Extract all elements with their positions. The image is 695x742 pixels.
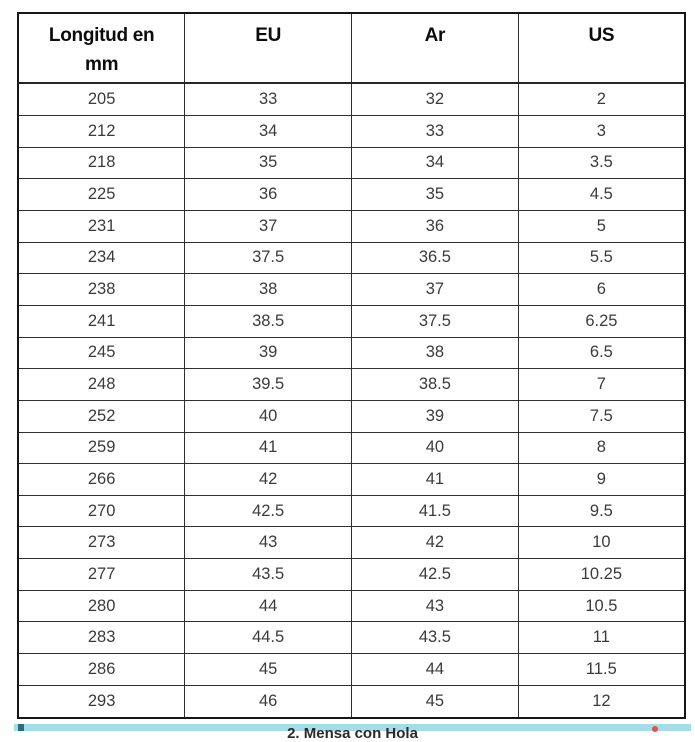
col-header-ar	[352, 13, 519, 83]
table-cell: 266	[18, 464, 185, 496]
table-cell: 33	[352, 115, 519, 147]
table-cell: 41.5	[352, 495, 519, 527]
table-cell: 10.25	[518, 559, 685, 591]
col-header-ar-label: Ar	[424, 25, 446, 46]
table-cell: 3	[518, 115, 685, 147]
table-cell: 33	[185, 83, 352, 115]
table-cell: 45	[352, 685, 519, 718]
table-cell: 46	[185, 685, 352, 718]
table-row	[18, 464, 685, 496]
table-cell: 241	[18, 305, 185, 337]
table-cell: 44	[352, 654, 519, 686]
table-cell: 212	[18, 115, 185, 147]
table-cell: 293	[18, 685, 185, 718]
next-section-strip[interactable]	[14, 724, 691, 742]
table-header-row	[18, 13, 685, 83]
table-cell: 248	[18, 369, 185, 401]
table-cell: 5.5	[518, 242, 685, 274]
table-cell: 283	[18, 622, 185, 654]
table-cell: 41	[185, 432, 352, 464]
table-cell: 42.5	[185, 495, 352, 527]
notification-dot-icon	[652, 726, 658, 732]
table-cell: 38.5	[352, 369, 519, 401]
table-cell: 44.5	[185, 622, 352, 654]
table-cell: 43.5	[352, 622, 519, 654]
table-cell: 37	[352, 274, 519, 306]
table-cell: 40	[352, 432, 519, 464]
table-cell: 43.5	[185, 559, 352, 591]
table-cell: 6.25	[518, 305, 685, 337]
table-row	[18, 242, 685, 274]
strip-accent-square	[18, 724, 24, 731]
table-cell: 252	[18, 400, 185, 432]
table-cell: 36	[185, 179, 352, 211]
table-row	[18, 83, 685, 115]
table-row	[18, 305, 685, 337]
table-cell: 10	[518, 527, 685, 559]
table-cell: 39	[352, 400, 519, 432]
table-cell: 2	[518, 83, 685, 115]
table-cell: 38	[185, 274, 352, 306]
table-row	[18, 495, 685, 527]
table-row	[18, 685, 685, 718]
table-cell: 12	[518, 685, 685, 718]
table-cell: 205	[18, 83, 185, 115]
table-cell: 42	[185, 464, 352, 496]
table-row	[18, 432, 685, 464]
table-row	[18, 337, 685, 369]
table-body	[18, 83, 685, 718]
table-cell: 41	[352, 464, 519, 496]
table-cell: 259	[18, 432, 185, 464]
table-row	[18, 527, 685, 559]
table-cell: 238	[18, 274, 185, 306]
col-header-longitud-mm	[18, 13, 185, 83]
table-cell: 11.5	[518, 654, 685, 686]
table-cell: 231	[18, 210, 185, 242]
table-cell: 37.5	[352, 305, 519, 337]
table-cell: 39.5	[185, 369, 352, 401]
col-header-us	[518, 13, 685, 83]
table-row	[18, 210, 685, 242]
table-cell: 39	[185, 337, 352, 369]
next-section-label: 2. Mensa con Hola	[287, 725, 418, 742]
table-cell: 234	[18, 242, 185, 274]
table-cell: 36	[352, 210, 519, 242]
table-cell: 270	[18, 495, 185, 527]
table-cell: 218	[18, 147, 185, 179]
table-cell: 37.5	[185, 242, 352, 274]
table-cell: 8	[518, 432, 685, 464]
table-cell: 277	[18, 559, 185, 591]
table-cell: 42	[352, 527, 519, 559]
table-cell: 40	[185, 400, 352, 432]
table-cell: 6	[518, 274, 685, 306]
table-cell: 34	[185, 115, 352, 147]
col-header-eu-label: EU	[255, 25, 282, 46]
table-cell: 43	[352, 590, 519, 622]
size-conversion-table	[17, 12, 686, 719]
table-row	[18, 654, 685, 686]
table-cell: 6.5	[518, 337, 685, 369]
table-cell: 273	[18, 527, 185, 559]
table-cell: 37	[185, 210, 352, 242]
table-cell: 280	[18, 590, 185, 622]
table-cell: 245	[18, 337, 185, 369]
table-cell: 32	[352, 83, 519, 115]
table-cell: 9.5	[518, 495, 685, 527]
table-cell: 45	[185, 654, 352, 686]
table-row	[18, 622, 685, 654]
table-row	[18, 590, 685, 622]
table-row	[18, 400, 685, 432]
table-row	[18, 369, 685, 401]
table-cell: 225	[18, 179, 185, 211]
table-cell: 42.5	[352, 559, 519, 591]
col-header-longitud-mm-label: Longitud en mm	[48, 25, 155, 76]
table-cell: 38.5	[185, 305, 352, 337]
table-cell: 3.5	[518, 147, 685, 179]
table-row	[18, 559, 685, 591]
table-row	[18, 274, 685, 306]
table-cell: 7	[518, 369, 685, 401]
table-row	[18, 179, 685, 211]
table-row	[18, 147, 685, 179]
table-cell: 44	[185, 590, 352, 622]
table-cell: 4.5	[518, 179, 685, 211]
table-cell: 38	[352, 337, 519, 369]
table-cell: 34	[352, 147, 519, 179]
table-cell: 5	[518, 210, 685, 242]
table-cell: 35	[185, 147, 352, 179]
table-cell: 9	[518, 464, 685, 496]
col-header-us-label: US	[588, 25, 615, 46]
table-cell: 10.5	[518, 590, 685, 622]
table-cell: 36.5	[352, 242, 519, 274]
table-cell: 11	[518, 622, 685, 654]
table-cell: 35	[352, 179, 519, 211]
table-cell: 7.5	[518, 400, 685, 432]
table-cell: 286	[18, 654, 185, 686]
table-cell: 43	[185, 527, 352, 559]
table-row	[18, 115, 685, 147]
col-header-eu	[185, 13, 352, 83]
